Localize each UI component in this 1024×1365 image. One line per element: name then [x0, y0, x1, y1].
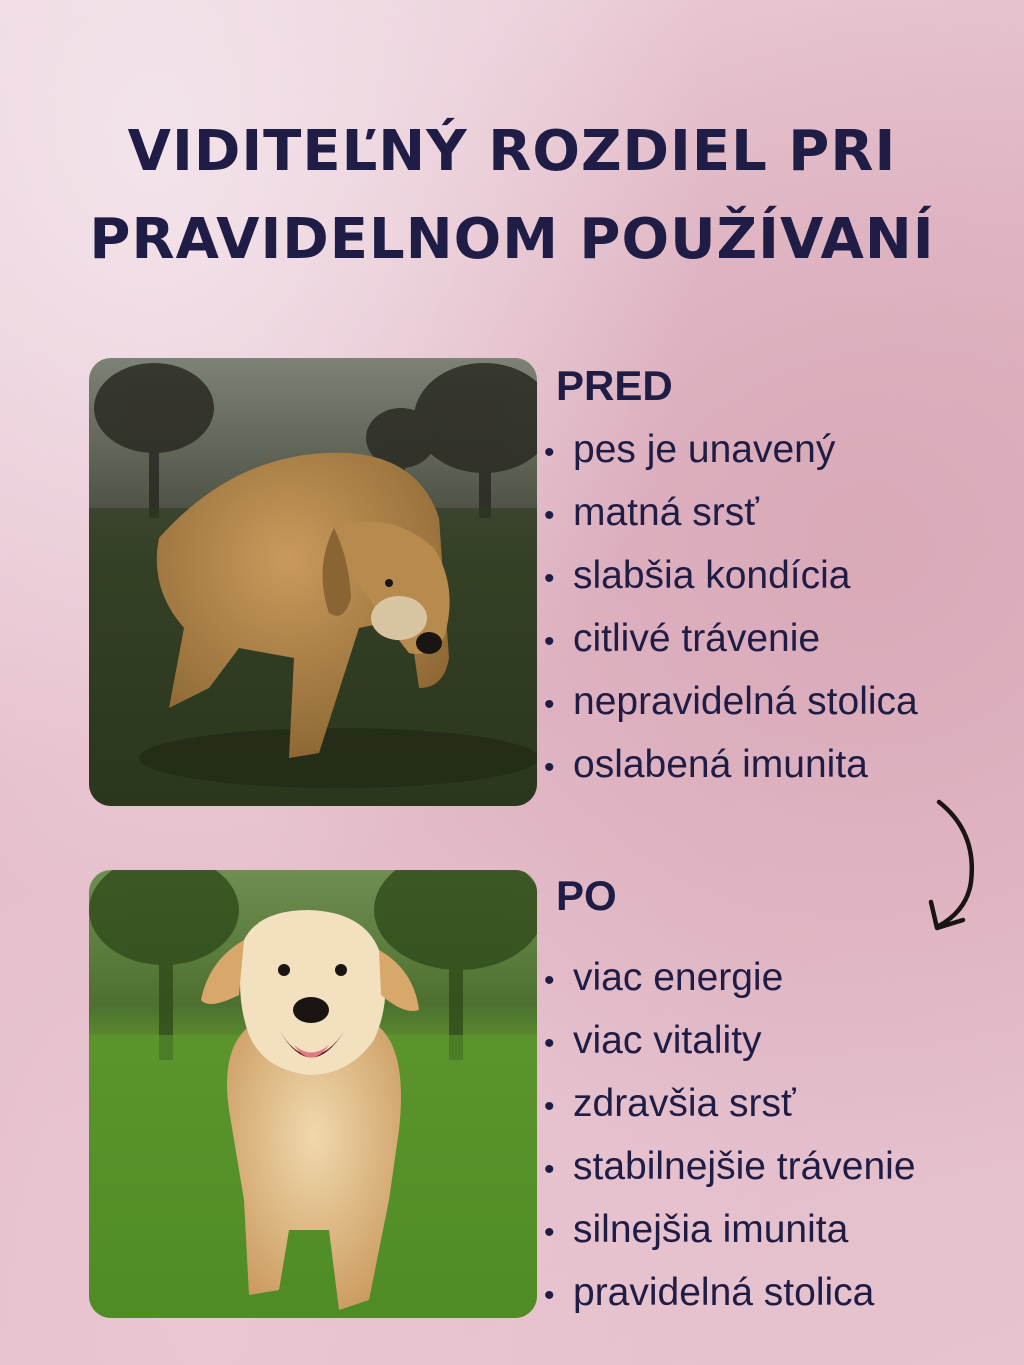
list-item-text: pravidelná stolica: [573, 1271, 875, 1314]
title-line-2: PRAVIDELNOM POUŽÍVANÍ: [89, 207, 935, 272]
after-photo: [89, 870, 537, 1318]
before-photo: [89, 358, 537, 806]
list-item-text: slabšia kondícia: [573, 554, 851, 597]
list-item: [544, 544, 918, 607]
bullet-dot-icon: •: [544, 562, 555, 595]
list-item-text: zdravšia srsť: [573, 1082, 796, 1125]
bullet-dot-icon: •: [544, 1216, 555, 1249]
list-item-text: viac vitality: [573, 1019, 762, 1062]
list-item: [544, 670, 918, 733]
bullet-dot-icon: •: [544, 1153, 555, 1186]
bullet-dot-icon: •: [544, 1090, 555, 1123]
list-item-text: oslabená imunita: [573, 743, 868, 786]
list-item: [544, 418, 918, 481]
list-item: [544, 946, 916, 1009]
list-item-text: viac energie: [573, 956, 784, 999]
list-item-text: silnejšia imunita: [573, 1208, 849, 1251]
title-line-1: VIDITEĽNÝ ROZDIEL PRI: [127, 119, 897, 184]
before-list: [544, 418, 918, 796]
bullet-dot-icon: •: [544, 964, 555, 997]
curved-arrow-down-icon: [925, 798, 985, 938]
before-heading: PRED: [556, 362, 673, 409]
list-item: [544, 1198, 916, 1261]
list-item: [544, 607, 918, 670]
bullet-dot-icon: •: [544, 499, 555, 532]
list-item: [544, 733, 918, 796]
bullet-dot-icon: •: [544, 751, 555, 784]
after-heading: PO: [556, 872, 617, 919]
list-item: [544, 1261, 916, 1324]
list-item-text: citlivé trávenie: [573, 617, 821, 660]
list-item: [544, 1072, 916, 1135]
list-item: [544, 481, 918, 544]
bullet-dot-icon: •: [544, 1279, 555, 1312]
bullet-dot-icon: •: [544, 1027, 555, 1060]
list-item-text: stabilnejšie trávenie: [573, 1145, 916, 1188]
bullet-dot-icon: •: [544, 436, 555, 469]
list-item: [544, 1135, 916, 1198]
bullet-dot-icon: •: [544, 688, 555, 721]
page-title: [0, 108, 1024, 284]
after-list: [544, 946, 916, 1324]
list-item-text: pes je unavený: [573, 428, 836, 471]
list-item: [544, 1009, 916, 1072]
bullet-dot-icon: •: [544, 625, 555, 658]
list-item-text: nepravidelná stolica: [573, 680, 918, 723]
list-item-text: matná srsť: [573, 491, 759, 534]
